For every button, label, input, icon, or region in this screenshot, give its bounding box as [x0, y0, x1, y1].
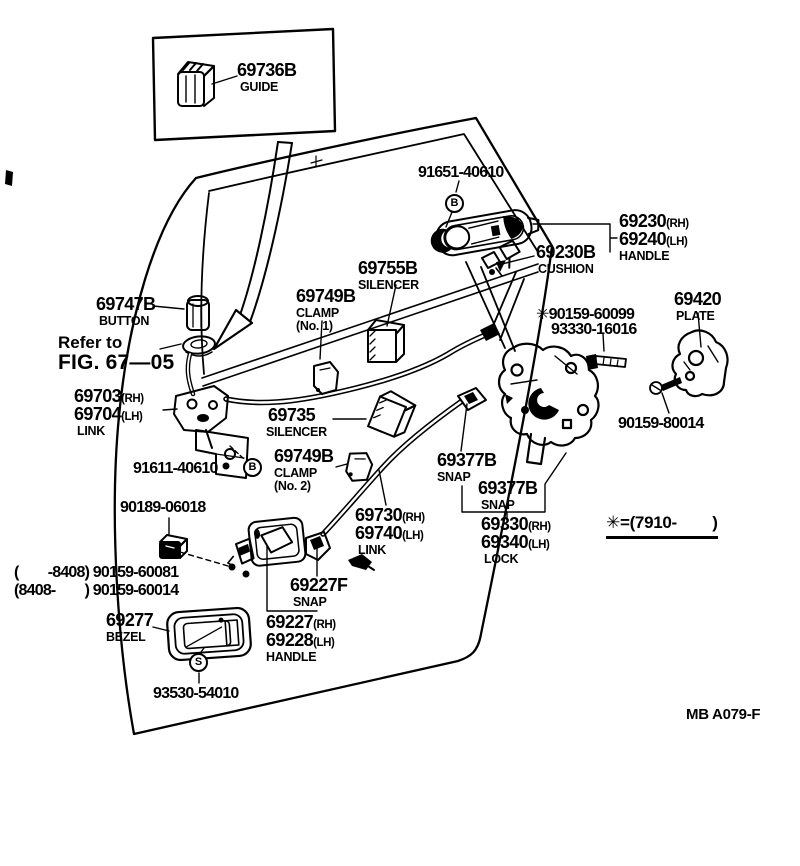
- button-part: [187, 296, 209, 330]
- grommet-part: [182, 335, 216, 356]
- label-clip: 90189-06018: [120, 499, 206, 516]
- label-clamp-no1: 69749B CLAMP (No. 1): [296, 286, 356, 333]
- label-snap-handle: 69227F SNAP: [290, 575, 348, 609]
- striker-bolt-part: [586, 354, 626, 370]
- circled-letter-s: S: [189, 653, 208, 672]
- silencer-lower-part: [368, 388, 417, 440]
- label-bellcrank-screw: 91611-40610: [133, 460, 218, 477]
- silencer-upper-part: [368, 320, 404, 362]
- label-snap-lower: 69377B SNAP: [478, 478, 538, 512]
- label-bezel-screw: 93530-54010: [153, 685, 239, 702]
- figure-code: MB A079-F: [686, 706, 761, 723]
- label-handle-screws: ( -8408) 90159-60081 (8408- ) 90159-60014: [14, 564, 179, 599]
- label-silencer-lower: 69735 SILENCER: [266, 405, 327, 439]
- ink-mark: [5, 170, 13, 186]
- label-plate-screw: 90159-80014: [618, 415, 704, 432]
- label-silencer-upper: 69755B SILENCER: [358, 258, 419, 292]
- label-striker-screws: ✳90159-60099 93330-16016: [536, 306, 637, 338]
- circled-letter-b-mid: B: [243, 458, 262, 477]
- star-note: ✳=(7910- ): [606, 513, 718, 539]
- bezel-part: [166, 607, 251, 661]
- label-bezel: 69277 BEZEL: [106, 610, 154, 644]
- clip-part: [160, 535, 187, 558]
- circled-letter-b-top: B: [445, 194, 464, 213]
- window-strip: [214, 142, 292, 349]
- label-snap-upper: 69377B SNAP: [437, 450, 497, 484]
- label-guide: 69736B GUIDE: [237, 60, 297, 94]
- lock-assembly-part: [499, 344, 598, 464]
- label-button: 69747B BUTTON: [96, 294, 156, 328]
- label-handle-screw-top: 91651-40610: [418, 164, 504, 181]
- label-link-rear: 69730(RH) 69740(LH) LINK: [355, 505, 425, 557]
- label-handle-inner: 69227(RH) 69228(LH) HANDLE: [266, 612, 336, 664]
- label-cushion: 69230B CUSHION: [536, 242, 596, 276]
- label-plate: 69420 PLATE: [674, 289, 722, 323]
- outside-handle-part: [428, 206, 546, 280]
- refer-note: Refer to FIG. 67—05: [58, 333, 175, 374]
- handle-snap-part: [306, 532, 330, 560]
- label-lock: 69330(RH) 69340(LH) LOCK: [481, 514, 551, 566]
- label-clamp-no2: 69749B CLAMP (No. 2): [274, 446, 334, 493]
- clamp-no1-part: [314, 362, 338, 394]
- label-link-front: 69703(RH) 69704(LH) LINK: [74, 386, 144, 438]
- inside-handle-part: [224, 517, 306, 569]
- label-outer-handle: 69230(RH) 69240(LH) HANDLE: [619, 211, 689, 263]
